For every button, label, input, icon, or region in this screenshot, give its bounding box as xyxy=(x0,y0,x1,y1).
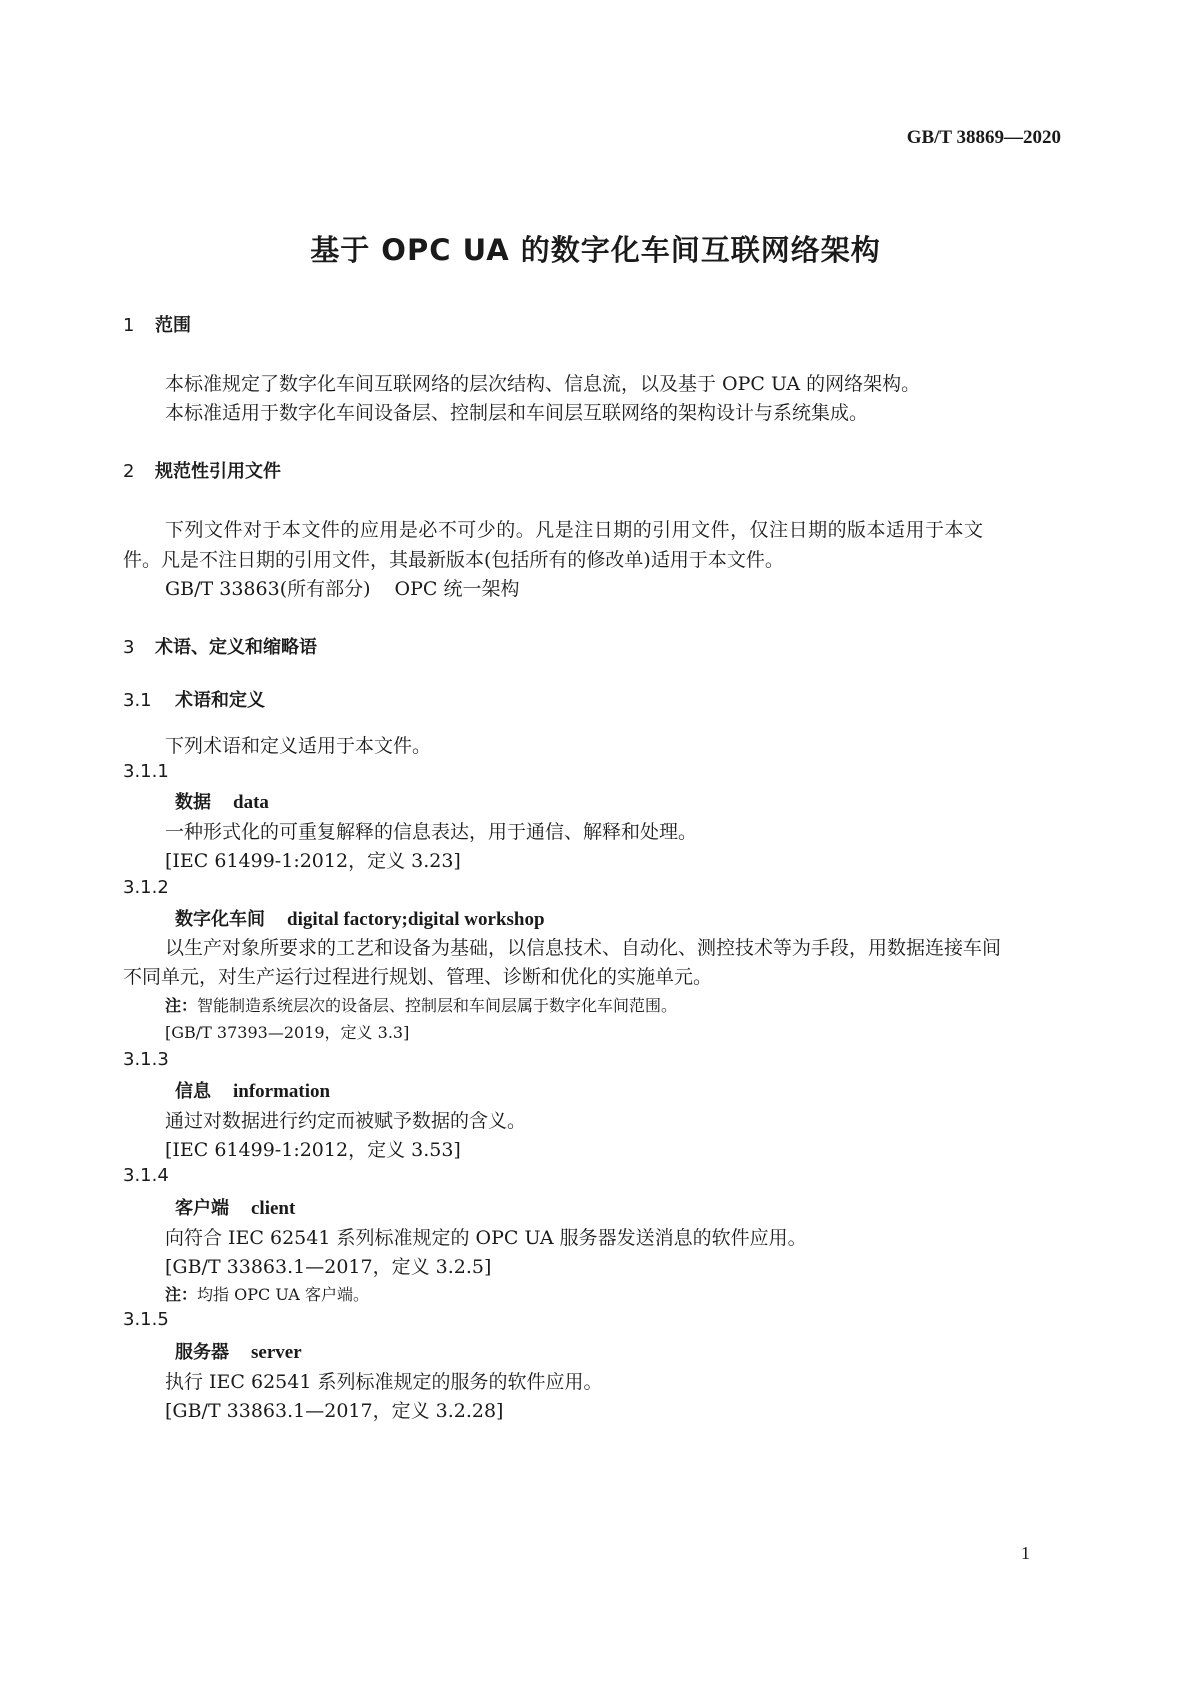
term-zh: 数字化车间 xyxy=(175,909,265,930)
section-title: 术语、定义和缩略语 xyxy=(155,637,317,658)
term-number: 3.1.5 xyxy=(123,1309,169,1330)
standard-number: GB/T 38869—2020 xyxy=(906,127,1061,148)
note-text: 智能制造系统层次的设备层、控制层和车间层属于数字化车间范围。 xyxy=(197,996,678,1015)
normative-paragraph-line-2: 件。凡是不注日期的引用文件，其最新版本(包括所有的修改单)适用于本文件。 xyxy=(123,549,784,571)
section-number: 3 xyxy=(123,637,135,658)
term-definition: 通过对数据进行约定而被赋予数据的含义。 xyxy=(165,1110,527,1132)
term-note xyxy=(165,1282,369,1305)
term-number: 3.1.4 xyxy=(123,1165,169,1186)
term-source: [GB/T 37393—2019，定义 3.3] xyxy=(165,1023,410,1042)
term-number: 3.1.1 xyxy=(123,761,169,782)
term-name xyxy=(175,1338,302,1364)
scope-paragraph-1: 本标准规定了数字化车间互联网络的层次结构、信息流，以及基于 OPC UA 的网络架构。 xyxy=(165,373,921,395)
section-1-heading xyxy=(123,311,191,337)
normative-paragraph-text: 下列文件对于本文件的应用是必不可少的。凡是注日期的引用文件，仅注日期的版本适用于本文 xyxy=(165,519,983,541)
subsection-number: 3.1 xyxy=(123,690,152,711)
scope-paragraph-2: 本标准适用于数字化车间设备层、控制层和车间层互联网络的架构设计与系统集成。 xyxy=(165,402,869,424)
term-definition-line-1 xyxy=(165,933,1002,960)
term-zh: 数据 xyxy=(175,792,211,813)
reference-code: GB/T 33863(所有部分) xyxy=(165,578,371,600)
section-title: 规范性引用文件 xyxy=(155,461,281,482)
subsection-3-1-heading xyxy=(123,686,265,712)
section-number: 2 xyxy=(123,461,135,482)
section-title: 范围 xyxy=(155,315,191,336)
reference-title: OPC 统一架构 xyxy=(394,578,520,600)
section-2-heading xyxy=(123,457,281,483)
subsection-title: 术语和定义 xyxy=(175,690,265,711)
term-en: data xyxy=(233,792,269,813)
section-number: 1 xyxy=(123,315,135,336)
term-definition: 一种形式化的可重复解释的信息表达，用于通信、解释和处理。 xyxy=(165,821,698,843)
term-number: 3.1.3 xyxy=(123,1049,169,1070)
term-source: [GB/T 33863.1—2017，定义 3.2.28] xyxy=(165,1400,504,1422)
terms-intro: 下列术语和定义适用于本文件。 xyxy=(165,735,432,757)
term-en: server xyxy=(251,1342,302,1363)
term-source: [GB/T 33863.1—2017，定义 3.2.5] xyxy=(165,1256,492,1278)
term-source: [IEC 61499-1:2012，定义 3.23] xyxy=(165,850,461,872)
note-label: 注： xyxy=(165,1285,198,1304)
term-number: 3.1.2 xyxy=(123,877,169,898)
normative-reference xyxy=(165,574,519,601)
term-definition: 向符合 IEC 62541 系列标准规定的 OPC UA 服务器发送消息的软件应用。 xyxy=(165,1227,807,1249)
term-name xyxy=(175,905,545,931)
note-label: 注： xyxy=(165,996,198,1015)
note-text: 均指 OPC UA 客户端。 xyxy=(197,1285,369,1304)
term-en: client xyxy=(251,1198,296,1219)
page-number: 1 xyxy=(1021,1543,1030,1563)
term-zh: 信息 xyxy=(175,1081,211,1102)
term-definition-text: 以生产对象所要求的工艺和设备为基础，以信息技术、自动化、测控技术等为手段，用数据连接车间 xyxy=(165,937,1002,959)
term-definition-line-2: 不同单元，对生产运行过程进行规划、管理、诊断和优化的实施单元。 xyxy=(123,966,713,988)
term-en: digital factory;digital workshop xyxy=(287,909,545,930)
document-title: 基于 OPC UA 的数字化车间互联网络架构 xyxy=(310,233,881,267)
term-source: [IEC 61499-1:2012，定义 3.53] xyxy=(165,1139,461,1161)
term-name xyxy=(175,1194,295,1220)
term-name xyxy=(175,1077,330,1103)
term-zh: 客户端 xyxy=(175,1198,229,1219)
normative-paragraph-line-1 xyxy=(165,515,983,542)
section-3-heading xyxy=(123,633,317,659)
term-zh: 服务器 xyxy=(175,1342,229,1363)
term-definition: 执行 IEC 62541 系列标准规定的服务的软件应用。 xyxy=(165,1371,603,1393)
term-en: information xyxy=(233,1081,331,1102)
term-name xyxy=(175,788,269,814)
term-note xyxy=(165,993,677,1016)
